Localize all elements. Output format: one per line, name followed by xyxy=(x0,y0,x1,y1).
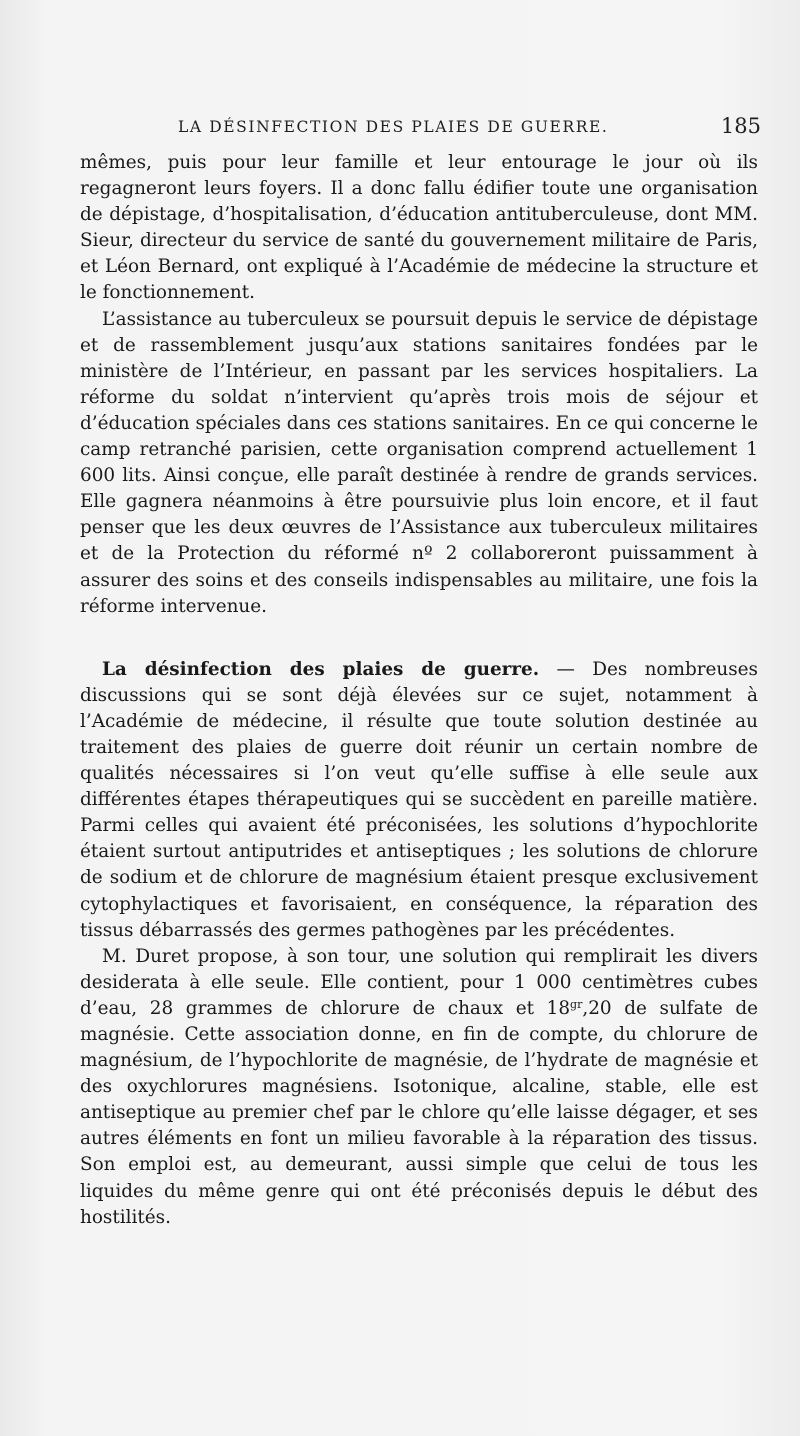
paragraph-assistance: L’assistance au tuberculeux se poursuit depuis le service de dépistage et de rassemblement jusqu’aux stations sanitaires fondées par le ministère de l’Intérieur, en passant par les services hospitaliers. La réforme du soldat n’intervient qu’après trois mois de séjour et d’éducation spéciales dans ces stations sanitaires. En ce qui concerne le camp retranché parisien, cette organisation comprend actuellement 1 600 lits. Ainsi conçue, elle paraît destinée à rendre de grands services. Elle gagnera néanmoins à être poursuivie plus loin encore, et il faut penser que les deux œuvres de l’Assistance aux tuberculeux militaires et de la Protection du réformé nº 2 collaboreront puissamment à assurer des soins et des conseils indispensables au militaire, une fois la réforme intervenue. xyxy=(80,308,758,617)
paragraph-duret xyxy=(80,944,758,1231)
unit-superscript: gr xyxy=(570,997,583,1011)
paragraph-continued: mêmes, puis pour leur famille et leur entourage le jour où ils regagneront leurs foyers. Il a donc fallu édifier toute une organisation de dépistage, d’hospitalisation, d’éducation antituberculeuse, dont MM. Sieur, directeur du service de santé du gouvernement militaire de Paris, et Léon Bernard, ont expliqué à l’Académie de médecine la structure et le fonctionnement. xyxy=(80,152,758,304)
page-number: 185 xyxy=(720,114,761,138)
paragraph-section-disinfection xyxy=(80,657,758,944)
section-title: La désinfection des plaies de guerre. xyxy=(102,658,540,680)
section-body-text: — Des nombreuses discussions qui se sont déjà élevées sur ce sujet, notamment à l’Académie de médecine, il résulte que toute solution destinée au traitement des plaies de guerre doit réunir un certain nombre de qualités nécessaires si l’on veut qu’elle suffise à elle seule aux différentes étapes thérapeutiques qui se succèdent en pareille matière. Parmi celles qui avaient été préconisées, les solutions d’hypochlorite étaient surtout antiputrides et antiseptiques ; les solutions de chlorure de sodium et de chlorure de magnésium étaient presque exclusivement cytophylactiques et favorisaient, en conséquence, la réparation des tissus débarrassés des germes pathogènes par les précédentes. xyxy=(80,658,758,941)
duret-text-part2: ,20 de sulfate de magnésie. Cette association donne, en fin de compte, du chlorure de magnésium, de l’hypochlorite de magnésie, de l’hydrate de magnésie et des oxychlorures magnésiens. Isotonique, alcaline, stable, elle est antiseptique au premier chef par le chlore qu’elle laisse dégager, et ses autres éléments en font un milieu favorable à la réparation des tissus. Son emploi est, au demeurant, aussi simple que celui de tous les liquides du même genre qui ont été préconisés depuis le début des hostilités. xyxy=(80,997,758,1228)
running-head xyxy=(178,116,763,144)
body-text xyxy=(80,150,758,1231)
running-title: LA DÉSINFECTION DES PLAIES DE GUERRE. xyxy=(178,118,609,136)
duret-text-part1: M. Duret propose, à son tour, une solution qui remplirait les divers desiderata à elle seule. Elle contient, pour 1 000 centimètres cubes d’eau, 28 grammes de chlorure de chaux et 18 xyxy=(80,945,758,1019)
